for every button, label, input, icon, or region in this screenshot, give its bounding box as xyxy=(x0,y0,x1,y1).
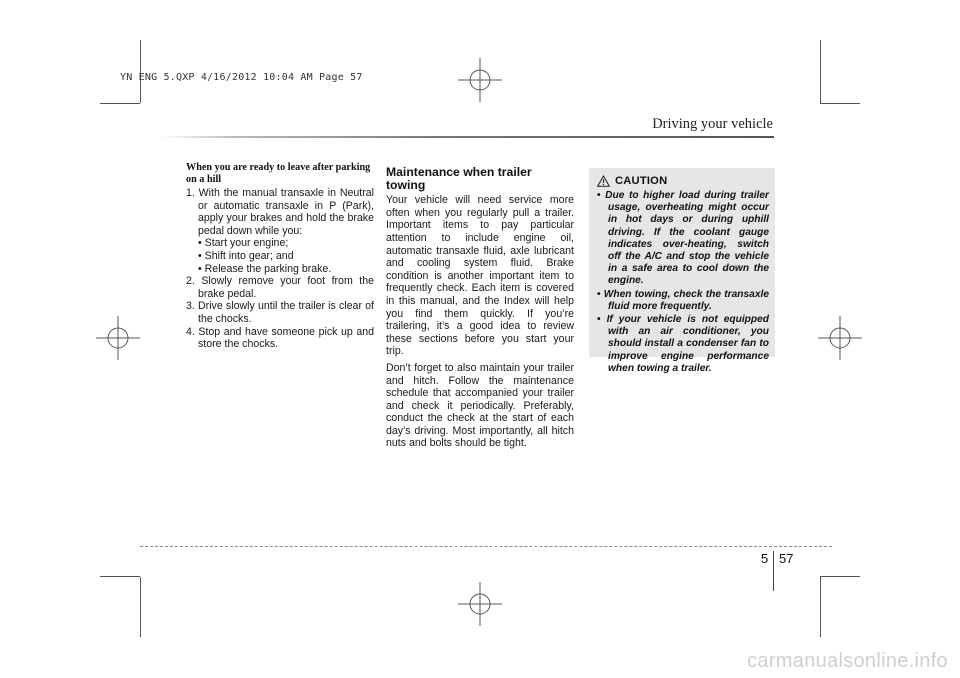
sub-item: • Start your engine; xyxy=(198,237,289,250)
list-item: 4. Stop and have someone pick up and store the chocks. xyxy=(186,325,374,351)
print-slug: YN ENG 5.QXP 4/16/2012 10:04 AM Page 57 xyxy=(120,72,363,83)
crop-mark xyxy=(140,577,141,637)
caution-text: If your vehicle is not equipped with an air conditioner, you should install a condenser fan to improve engine performance when towing a trailer. xyxy=(606,314,769,374)
header-rule xyxy=(160,136,774,138)
registration-mark-icon xyxy=(458,582,502,626)
list-item: 2. Slowly remove your foot from the brake pedal. xyxy=(186,275,374,300)
crop-mark xyxy=(820,576,860,577)
caution-text: Due to higher load during trailer usage, overheating might occur in hot days or during uphill driving. If the coolant gauge indicates over-heating, switch off the A/C and stop the vehicle in a safe area to cool down the engine. xyxy=(605,190,769,287)
caution-item: • When towing, check the transaxle fluid more frequently. xyxy=(597,288,769,312)
watermark: carmanualsonline.info xyxy=(747,650,948,672)
warning-triangle-icon xyxy=(597,175,610,187)
caution-item: • If your vehicle is not equipped with an air conditioner, you should install a condenser fan to improve engine performance when towing a trailer. xyxy=(597,314,769,374)
middle-column xyxy=(386,162,574,454)
crop-mark xyxy=(100,103,140,104)
left-column xyxy=(186,162,374,351)
chapter-title: Driving your vehicle xyxy=(652,116,773,132)
page-number: 57 xyxy=(779,551,794,566)
step-text: 1. With the manual transaxle in Neutral or automatic transaxle in P (Park), apply your brakes and hold the brake pedal down while you: xyxy=(186,187,374,237)
caution-box xyxy=(589,168,775,374)
steps-list xyxy=(186,187,374,351)
crop-mark xyxy=(820,103,860,104)
registration-mark-icon xyxy=(458,58,502,102)
footer-rule xyxy=(140,546,832,547)
caution-header xyxy=(597,175,769,187)
section-title: Maintenance when trailer towing xyxy=(386,165,532,192)
sub-list xyxy=(198,237,374,275)
caution-text: When towing, check the transaxle fluid more frequently. xyxy=(603,288,769,312)
paragraph: Your vehicle will need service more often when you regularly pull a trailer. Important items to pay particular attention to include engine oil, automatic transaxle fluid, axle lubricant and cooling system fluid. Brake condition is another important item to frequently check. Each item is covered in this manual, and the Index will help you find them quickly. If you’re trailering, it’s a good idea to review these sections before you start your trip. xyxy=(386,194,574,358)
caution-title: CAUTION xyxy=(615,175,668,187)
caution-item: • Due to higher load during trailer usage, overheating might occur in hot days or during uphill driving. If the coolant gauge indicates over-heating, switch off the A/C and stop the vehicle in a safe area to cool down the engine. xyxy=(597,190,769,287)
list-item xyxy=(186,187,374,275)
caution-list xyxy=(597,190,769,375)
sub-item: • Shift into gear; and xyxy=(198,249,294,262)
list-item: 3. Drive slowly until the trailer is clear of the chocks. xyxy=(186,300,374,325)
crop-mark xyxy=(100,576,140,577)
crop-mark xyxy=(820,40,821,103)
subheading: When you are ready to leave after parking on a hill xyxy=(186,162,371,185)
registration-mark-icon xyxy=(96,316,140,360)
page-number-divider xyxy=(773,551,774,591)
registration-mark-icon xyxy=(818,316,862,360)
crop-mark xyxy=(820,577,821,637)
paragraph: Don’t forget to also maintain your trailer and hitch. Follow the maintenance schedule that accompanied your trailer and check it periodically. Preferably, conduct the check at the start of each day’s driving. Most importantly, all hitch nuts and bolts should be tight. xyxy=(386,361,574,450)
chapter-number: 5 xyxy=(761,551,769,566)
sub-item: • Release the parking brake. xyxy=(198,262,332,275)
